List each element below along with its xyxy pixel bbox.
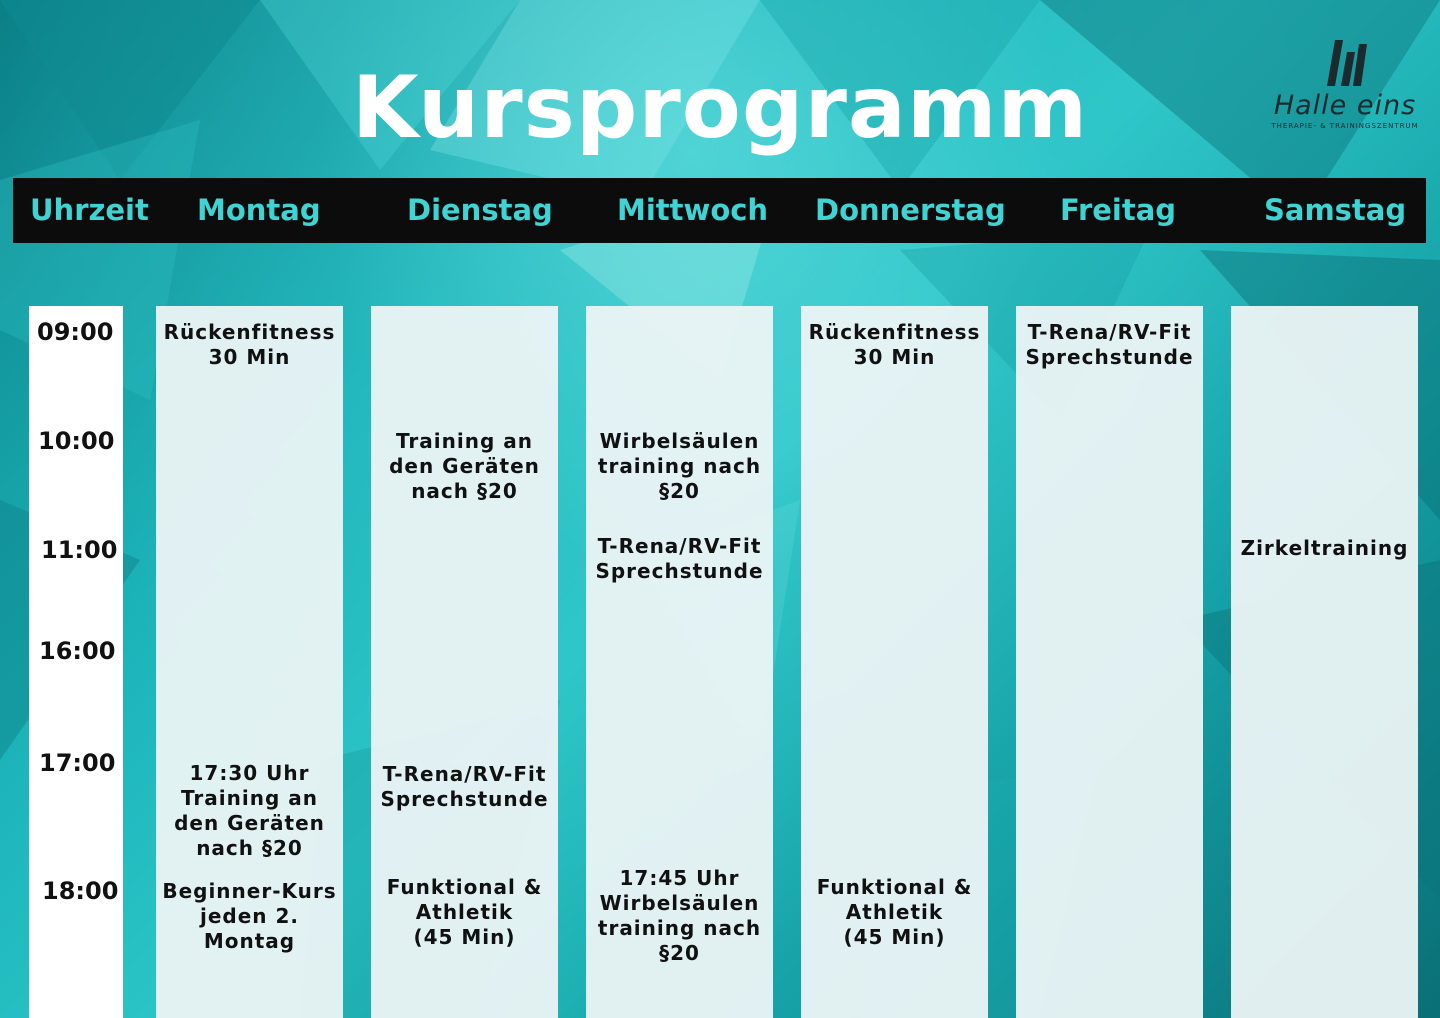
header-tuesday: Dienstag (407, 193, 553, 227)
course-entry: Rückenfitness 30 Min (163, 320, 336, 369)
time-1800: 18:00 (42, 877, 119, 905)
header-thursday: Donnerstag (815, 193, 1006, 227)
course-entry: T-Rena/RV-Fit Sprechstunde (1025, 320, 1194, 369)
course-entry: 17:30 Uhr Training an den Geräten nach §20 (174, 761, 325, 860)
course-entry: Rückenfitness 30 Min (808, 320, 981, 369)
time-1600: 16:00 (39, 637, 116, 665)
time-1700: 17:00 (39, 749, 116, 777)
header-wednesday: Mittwoch (617, 193, 769, 227)
day-column-tuesday (371, 306, 558, 1018)
day-column-monday (156, 306, 343, 1018)
brand-logo (1270, 36, 1420, 156)
course-entry: T-Rena/RV-Fit Sprechstunde (595, 534, 764, 583)
course-entry: Funktional & Athletik (45 Min) (386, 875, 543, 949)
schedule-header (13, 178, 1426, 243)
course-entry: Funktional & Athletik (45 Min) (816, 875, 973, 949)
time-column (29, 306, 123, 1018)
course-entry: Wirbelsäulen training nach §20 (597, 429, 762, 503)
logo-name: Halle eins (1273, 90, 1417, 121)
course-entry: 17:45 Uhr Wirbelsäulen training nach §20 (597, 866, 762, 965)
time-0900: 09:00 (37, 318, 114, 346)
day-column-saturday (1231, 306, 1418, 1018)
page-title: Kursprogramm (351, 58, 1089, 158)
time-1100: 11:00 (41, 536, 118, 564)
course-entry: Beginner-Kurs jeden 2. Montag (162, 879, 337, 953)
logo-subtitle: THERAPIE- & TRAININGSZENTRUM (1271, 122, 1419, 130)
course-entry: Zirkeltraining (1240, 536, 1409, 560)
day-column-thursday (801, 306, 988, 1018)
course-entry: Training an den Geräten nach §20 (389, 429, 540, 503)
header-monday: Montag (197, 193, 321, 227)
course-entry: T-Rena/RV-Fit Sprechstunde (380, 762, 549, 811)
logo-icon (1319, 36, 1371, 88)
day-column-wednesday (586, 306, 773, 1018)
time-1000: 10:00 (38, 427, 115, 455)
header-time: Uhrzeit (30, 193, 149, 227)
day-column-friday (1016, 306, 1203, 1018)
header-friday: Freitag (1060, 193, 1177, 227)
header-saturday: Samstag (1264, 193, 1407, 227)
